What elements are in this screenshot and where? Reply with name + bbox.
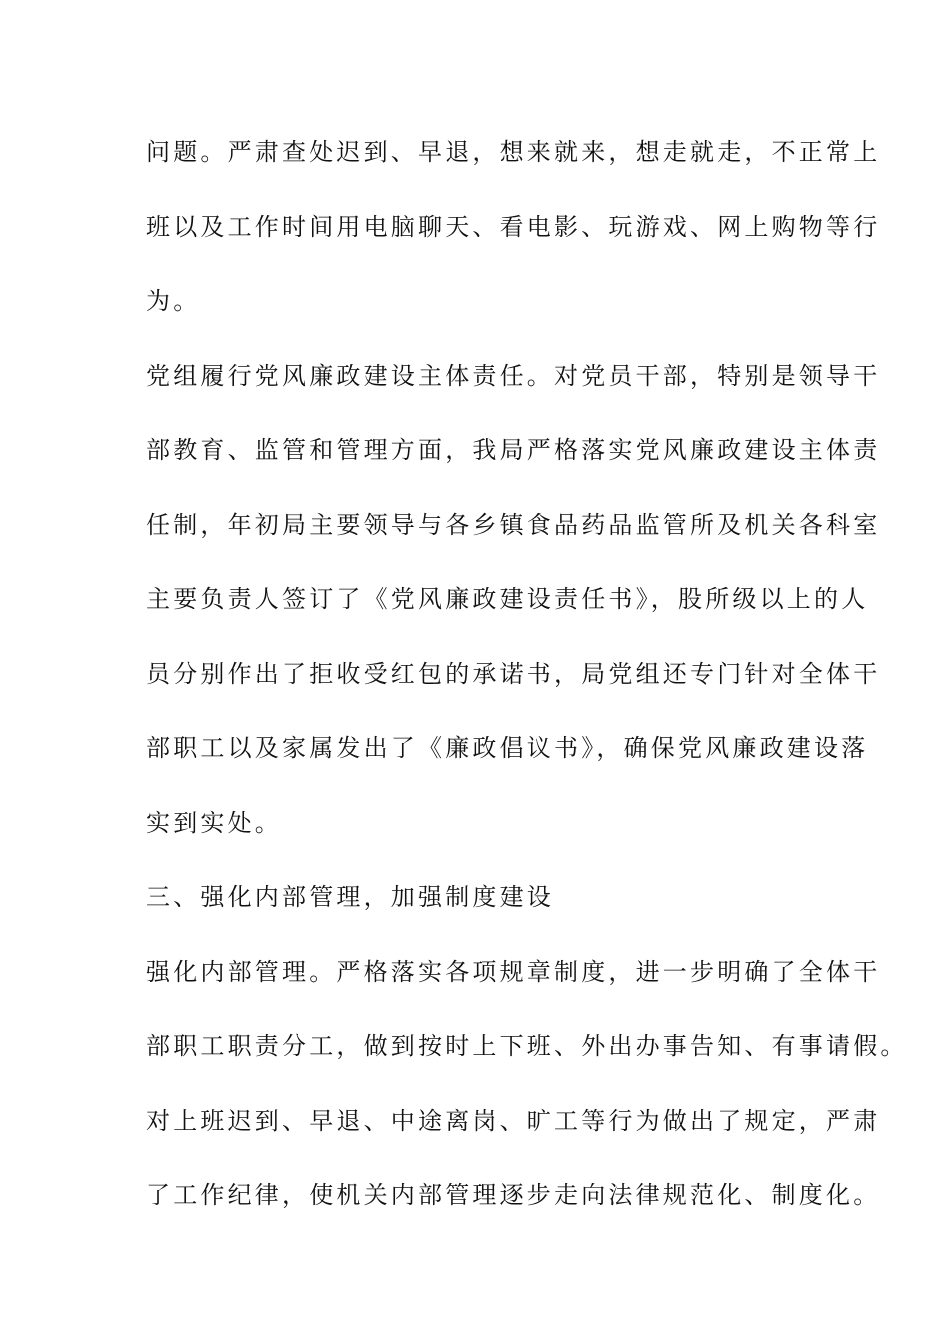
paragraph-line: 为。 [146,287,201,315]
paragraph-line: 对上班迟到、早退、中途离岗、旷工等行为做出了规定，严肃 [146,1106,881,1135]
paragraph-line: 任制，年初局主要领导与各乡镇食品药品监管所及机关各科室 [146,510,881,539]
paragraph-line: 强化内部管理。严格落实各项规章制度，进一步明确了全体干 [146,957,881,986]
paragraph-line: 员分别作出了拒收受红包的承诺书，局党组还专门针对全体干 [146,659,881,688]
paragraph-line: 部教育、监管和管理方面，我局严格落实党风廉政建设主体责 [146,436,881,464]
paragraph-line: 部职工以及家属发出了《廉政倡议书》，确保党风廉政建设落 [146,734,869,762]
paragraph-line: 部职工职责分工，做到按时上下班、外出办事告知、有事请假。 [146,1032,908,1060]
section-heading: 三、强化内部管理，加强制度建设 [146,883,554,911]
document-body [146,130,908,1248]
paragraph-line: 实到实处。 [146,808,282,837]
paragraph-line: 主要负责人签订了《党风廉政建设责任书》，股所级以上的人 [146,585,869,613]
paragraph-line: 了工作纪律，使机关内部管理逐步走向法律规范化、制度化。 [146,1181,881,1209]
paragraph-line: 班以及工作时间用电脑聊天、看电影、玩游戏、网上购物等行 [146,212,881,241]
paragraph-line: 问题。严肃查处迟到、早退，想来就来，想走就走，不正常上 [146,138,881,166]
paragraph-line: 党组履行党风廉政建设主体责任。对党员干部，特别是领导干 [146,361,881,390]
